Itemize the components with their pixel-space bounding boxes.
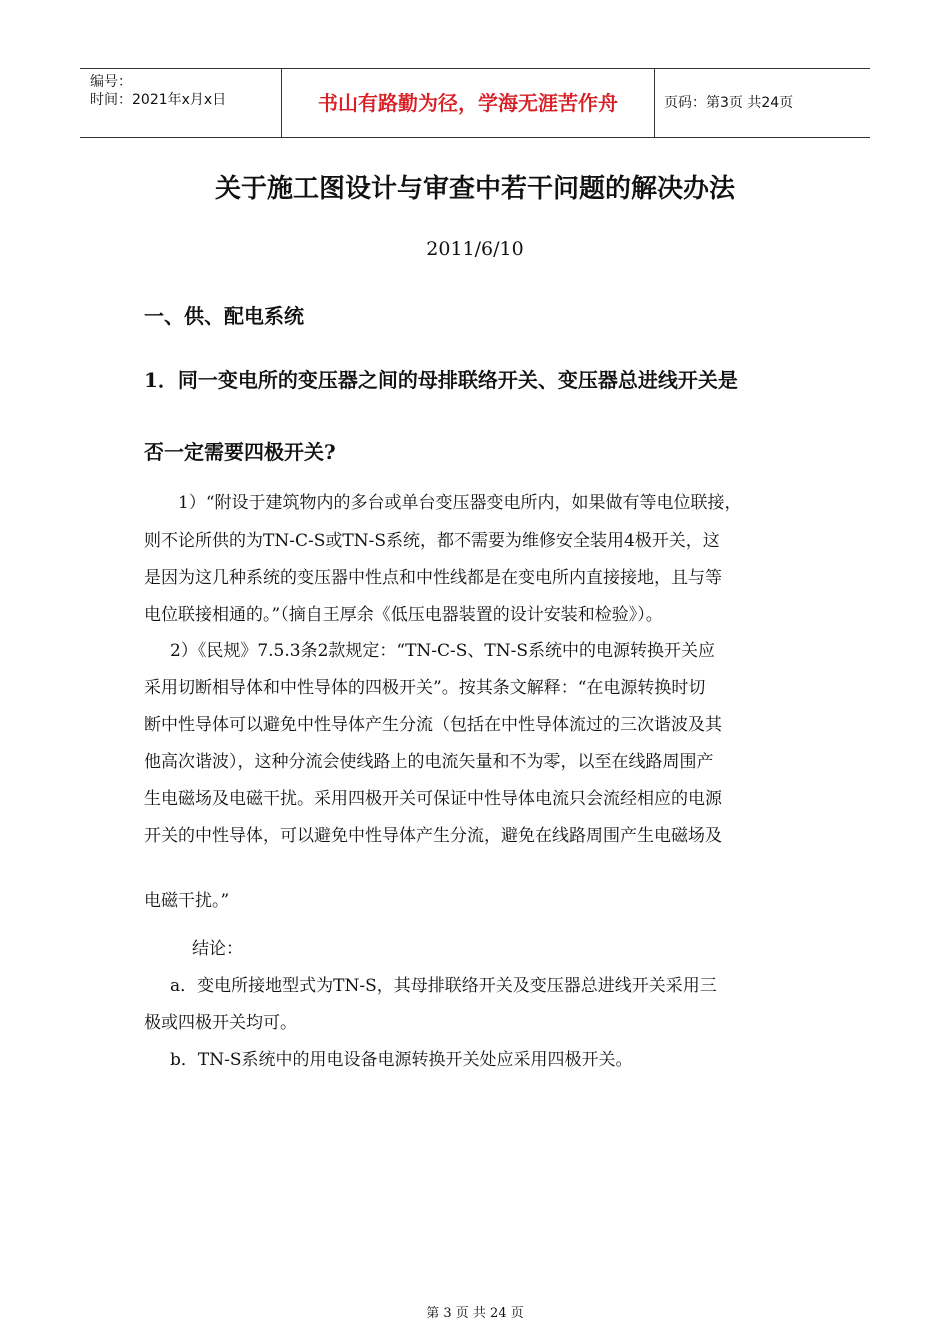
paragraph-line: 采用切断相导体和中性导体的四极开关”。按其条文解释：“在电源转换时切 bbox=[144, 678, 706, 698]
paragraph-line: 开关的中性导体，可以避免中性导体产生分流，避免在线路周围产生电磁场及 bbox=[144, 826, 722, 846]
paragraph-line: 生电磁场及电磁干扰。采用四极开关可保证中性导体电流只会流经相应的电源 bbox=[144, 789, 722, 809]
paragraph-line: 2）《民规》7.5.3条2款规定：“TN-C-S、TN-S系统中的电源转换开关应 bbox=[170, 641, 716, 661]
question-line-1: 1．同一变电所的变压器之间的母排联络开关、变压器总进线开关是 bbox=[144, 368, 738, 392]
paragraph-line: 1）“附设于建筑物内的多台或单台变压器变电所内，如果做有等电位联接， bbox=[178, 493, 742, 513]
question-line-2: 否一定需要四极开关? bbox=[144, 440, 336, 464]
conclusion-item: 极或四极开关均可。 bbox=[144, 1013, 297, 1033]
page-code: 页码：第3页 共24页 bbox=[664, 95, 794, 111]
motto-text: 书山有路勤为径，学海无涯苦作舟 bbox=[282, 69, 655, 137]
conclusion-item: b．TN-S系统中的用电设备电源转换开关处应采用四极开关。 bbox=[170, 1050, 633, 1070]
conclusion-item: a．变电所接地型式为TN-S，其母排联络开关及变压器总进线开关采用三 bbox=[170, 976, 717, 996]
number-label: 编号： bbox=[90, 74, 132, 90]
header-table bbox=[80, 68, 870, 138]
paragraph-line: 电位联接相通的。”（摘自王厚余《低压电器装置的设计安装和检验》）。 bbox=[144, 605, 663, 625]
header-meta-cell bbox=[80, 69, 282, 137]
conclusion-label: 结论： bbox=[192, 939, 243, 959]
time-label: 时间：2021年x月x日 bbox=[90, 92, 227, 108]
page-footer: 第 3 页 共 24 页 bbox=[426, 1306, 524, 1321]
section-heading: 一、供、配电系统 bbox=[144, 304, 304, 328]
paragraph-line: 则不论所供的为TN-C-S或TN-S系统，都不需要为维修安全装用4极开关，这 bbox=[144, 531, 720, 551]
paragraph-line: 他高次谐波），这种分流会使线路上的电流矢量和不为零，以至在线路周围产 bbox=[144, 752, 714, 772]
paragraph-line: 断中性导体可以避免中性导体产生分流（包括在中性导体流过的三次谐波及其 bbox=[144, 715, 722, 735]
paragraph-line: 是因为这几种系统的变压器中性点和中性线都是在变电所内直接接地，且与等 bbox=[144, 568, 722, 588]
document-title: 关于施工图设计与审查中若干问题的解决办法 bbox=[214, 174, 735, 204]
paragraph-line: 电磁干扰。” bbox=[144, 891, 230, 911]
document-date: 2011/6/10 bbox=[426, 238, 524, 260]
